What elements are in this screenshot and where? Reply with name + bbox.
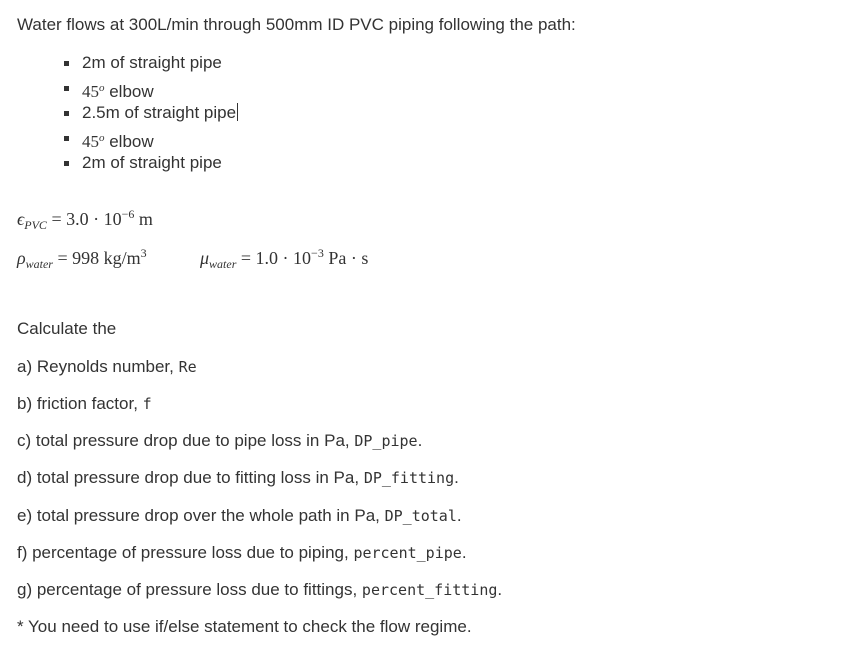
- degree-mark: o: [99, 82, 105, 94]
- question-item: f) percentage of pressure loss due to piping, percent_pipe.: [17, 543, 467, 562]
- mu-unit: Pa · s: [323, 248, 369, 268]
- bullet-icon: [64, 161, 69, 166]
- epsilon-symbol: ϵ: [17, 209, 25, 229]
- mu-exponent: −3: [311, 246, 324, 260]
- mu-equation: [200, 242, 368, 275]
- epsilon-exponent: −6: [121, 207, 135, 221]
- mu-subscript: water: [209, 257, 237, 271]
- variable-code: percent_pipe: [353, 544, 462, 562]
- bullet-icon: [64, 61, 69, 66]
- variable-code: percent_fitting: [361, 581, 498, 599]
- path-item-label: elbow: [104, 82, 154, 101]
- calc-heading: Calculate the: [17, 319, 117, 338]
- mu-symbol: μ: [200, 248, 210, 268]
- bullet-icon: [64, 111, 69, 116]
- rho-symbol: ρ: [17, 248, 26, 268]
- path-item-label: 2m of straight pipe: [82, 53, 222, 72]
- degree-mark: o: [99, 132, 105, 144]
- variable-code: f: [142, 395, 152, 413]
- question-item: d) total pressure drop due to fitting loss in Pa, DP_fitting.: [17, 468, 459, 487]
- rho-value: = 998 kg/m: [52, 248, 141, 268]
- question-item: a) Reynolds number, Re: [17, 357, 197, 376]
- bullet-icon: [64, 86, 69, 91]
- mu-value: = 1.0 · 10: [236, 248, 312, 268]
- variable-code: DP_pipe: [354, 432, 418, 450]
- epsilon-unit: m: [134, 209, 153, 229]
- note: * You need to use if/else statement to check the flow regime.: [17, 617, 472, 636]
- rho-subscript: water: [25, 257, 53, 271]
- path-item-label: elbow: [104, 132, 154, 151]
- variable-code: DP_fitting: [363, 469, 455, 487]
- bullet-icon: [64, 136, 69, 141]
- question-item: c) total pressure drop due to pipe loss in Pa, DP_pipe.: [17, 431, 423, 450]
- variable-code: DP_total: [384, 507, 457, 525]
- epsilon-value: = 3.0 · 10: [46, 209, 122, 229]
- rho-exponent: 3: [140, 246, 147, 260]
- path-item-label: 2m of straight pipe: [82, 153, 222, 172]
- rho-equation: [17, 242, 147, 275]
- variable-code: Re: [178, 358, 197, 376]
- epsilon-equation: [17, 203, 153, 236]
- text-cursor: [237, 103, 238, 121]
- epsilon-subscript: PVC: [24, 218, 47, 232]
- question-item: g) percentage of pressure loss due to fittings, percent_fitting.: [17, 580, 503, 599]
- question-item: b) friction factor, f: [17, 394, 152, 413]
- angle-value: 45: [82, 82, 99, 101]
- question-item: e) total pressure drop over the whole path in Pa, DP_total.: [17, 506, 462, 525]
- problem-intro: Water flows at 300L/min through 500mm ID PVC piping following the path:: [17, 15, 576, 34]
- angle-value: 45: [82, 132, 99, 151]
- path-item-label: 2.5m of straight pipe: [82, 103, 237, 122]
